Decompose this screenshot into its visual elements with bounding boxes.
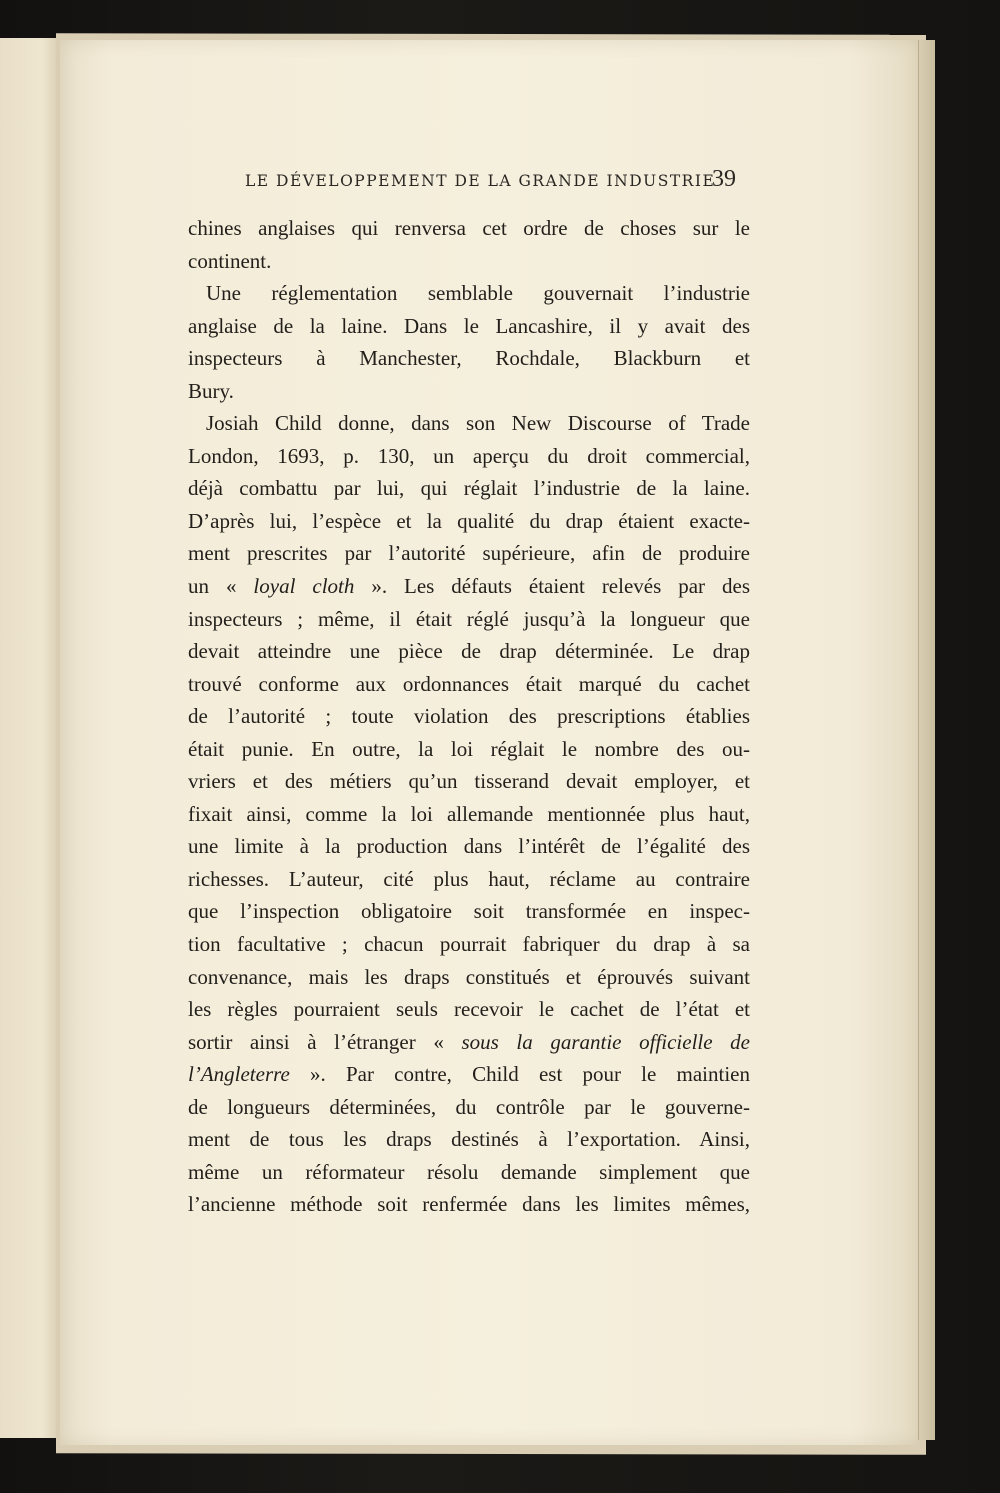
text-line: anglaise de la laine. Dans le Lancashire, il y avait des bbox=[188, 313, 750, 338]
text-line: de l’autorité ; toute violation des prescriptions établies bbox=[188, 704, 750, 729]
text-line: inspecteurs à Manchester, Rochdale, Blackburn et bbox=[188, 346, 750, 371]
text-line: ment prescrites par l’autorité supérieure, afin de produire bbox=[188, 541, 750, 566]
text-line: que l’inspection obligatoire soit transformée en inspec- bbox=[188, 899, 750, 924]
text-line: Bury. bbox=[188, 378, 234, 403]
page-fore-edge bbox=[918, 40, 935, 1440]
text-line: les règles pourraient seuls recevoir le cachet de l’état et bbox=[188, 997, 750, 1022]
running-title: LE DÉVELOPPEMENT DE LA GRANDE INDUSTRIE bbox=[245, 172, 716, 190]
text-line bbox=[188, 1026, 750, 1059]
text-line: London, 1693, p. 130, un aperçu du droit commercial, bbox=[188, 443, 750, 468]
text-line: une limite à la production dans l’intérêt de l’égalité des bbox=[188, 834, 750, 859]
facing-page-edge bbox=[0, 38, 62, 1438]
text-line: tion facultative ; chacun pourrait fabriquer du drap à sa bbox=[188, 932, 750, 957]
text-line: de longueurs déterminées, du contrôle par le gouverne- bbox=[188, 1094, 750, 1119]
text-line: déjà combattu par lui, qui réglait l’industrie de la laine. bbox=[188, 476, 750, 501]
text-segment: un « bbox=[188, 574, 254, 599]
text-line bbox=[188, 1058, 750, 1091]
text-line: vriers et des métiers qu’un tisserand devait employer, et bbox=[188, 769, 750, 794]
text-line: ment de tous les draps destinés à l’exportation. Ainsi, bbox=[188, 1127, 750, 1152]
italic-segment: l’Angleterre bbox=[188, 1062, 290, 1087]
text-segment: sortir ainsi à l’étranger « bbox=[188, 1029, 462, 1054]
page-number: 39 bbox=[712, 166, 736, 192]
text-line: devait atteindre une pièce de drap déterminée. Le drap bbox=[188, 639, 750, 664]
text-segment: ». Par contre, Child est pour le maintien bbox=[289, 1062, 750, 1087]
italic-segment: sous la garantie officielle de bbox=[461, 1029, 751, 1054]
text-line: inspecteurs ; même, il était réglé jusqu’à la longueur que bbox=[188, 606, 750, 631]
text-line: convenance, mais les draps constitués et éprouvés suivant bbox=[188, 964, 750, 989]
text-line: D’après lui, l’espèce et la qualité du drap étaient exacte- bbox=[188, 508, 750, 533]
text-line: était punie. En outre, la loi réglait le nombre des ou- bbox=[188, 736, 750, 761]
text-line: Josiah Child donne, dans son New Discourse of Trade bbox=[206, 411, 750, 436]
text-line: fixait ainsi, comme la loi allemande mentionnée plus haut, bbox=[188, 801, 750, 826]
body-text bbox=[188, 212, 750, 1221]
text-line: trouvé conforme aux ordonnances était marqué du cachet bbox=[188, 671, 750, 696]
italic-segment: loyal cloth bbox=[253, 574, 355, 599]
text-line: richesses. L’auteur, cité plus haut, réclame au contraire bbox=[188, 866, 750, 891]
text-line: l’ancienne méthode soit renfermée dans les limites mêmes, bbox=[188, 1192, 750, 1217]
text-segment: ». Les défauts étaient relevés par des bbox=[354, 574, 751, 599]
text-line bbox=[188, 570, 750, 603]
text-line: Une réglementation semblable gouvernait l’industrie bbox=[206, 281, 750, 306]
text-line: même un réformateur résolu demande simplement que bbox=[188, 1159, 750, 1184]
text-line: chines anglaises qui renversa cet ordre de choses sur le bbox=[188, 216, 750, 240]
text-line: continent. bbox=[188, 248, 272, 273]
